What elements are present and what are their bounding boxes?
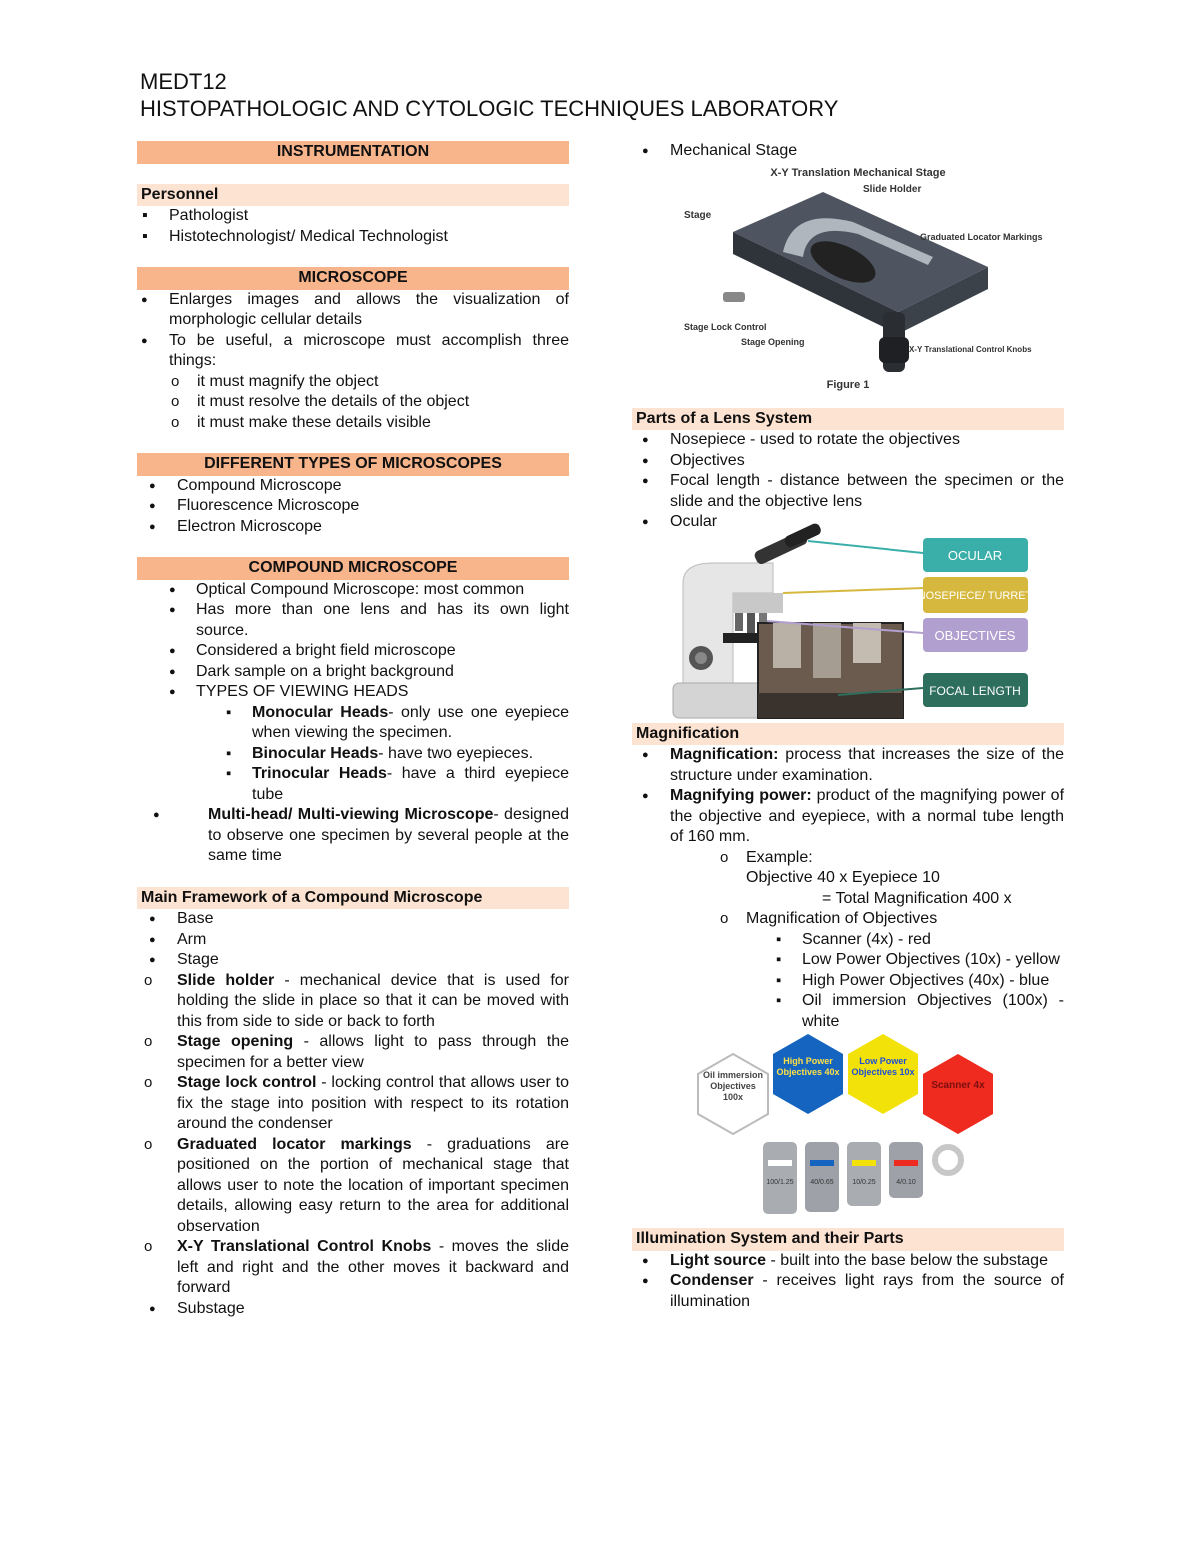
example-label: o Example: bbox=[746, 848, 813, 866]
list-item: ● Focal length - distance between the specimen or the slide and the objective lens bbox=[638, 471, 1064, 512]
desc: - receives light rays from the source of illumination bbox=[670, 1272, 1064, 1310]
label-slide-holder: Slide Holder bbox=[863, 183, 922, 195]
focal-label: FOCAL LENGTH bbox=[929, 683, 1021, 698]
objective-item: ▪ High Power Objectives (40x) - blue bbox=[774, 971, 1064, 992]
list-item: ● Objectives bbox=[638, 451, 1064, 472]
compound-list bbox=[165, 580, 569, 867]
types-list bbox=[137, 476, 569, 538]
lens-system-figure bbox=[663, 533, 1033, 723]
desc: process that increases the size of the structure under examination. bbox=[670, 746, 1064, 784]
nosepiece bbox=[733, 593, 783, 613]
lens-band-red bbox=[894, 1160, 918, 1166]
objectives-label: OBJECTIVES bbox=[934, 627, 1016, 643]
course-code: MEDT12 bbox=[140, 69, 227, 94]
connector-ocular bbox=[808, 541, 923, 553]
label-opening: Stage Opening bbox=[741, 336, 805, 347]
microscope-heading: MICROSCOPE bbox=[137, 267, 569, 290]
list-item-text: Stage bbox=[177, 951, 219, 968]
term: Multi-head/ Multi-viewing Microscope bbox=[208, 806, 494, 823]
label-knobs: X-Y Translational Control Knobs bbox=[909, 344, 1032, 354]
connector-nosepiece bbox=[783, 588, 923, 593]
objective-lenses bbox=[763, 1142, 961, 1214]
personnel-list bbox=[137, 206, 569, 247]
desc: - graduations are positioned on the portion of mechanical stage that allows user to note the location of important specimen details, allowing easy return to the area for additional observation bbox=[177, 1135, 569, 1235]
stage-part-item bbox=[142, 971, 569, 1033]
term: Magnifying power: bbox=[670, 787, 812, 804]
types-heading: DIFFERENT TYPES OF MICROSCOPES bbox=[137, 453, 569, 476]
list-item: ● Base bbox=[145, 909, 569, 930]
lens-mark: 40/0.65 bbox=[810, 1179, 834, 1186]
desc: - have two eyepieces. bbox=[378, 744, 534, 762]
label-lock: Stage Lock Control bbox=[684, 321, 767, 332]
desc: - built into the base below the substage bbox=[766, 1251, 1048, 1269]
compound-heading: COMPOUND MICROSCOPE bbox=[137, 557, 569, 580]
list-item bbox=[638, 786, 1064, 1032]
term: Light source bbox=[670, 1251, 767, 1269]
high-label: High Power Objectives 40x bbox=[776, 1056, 840, 1077]
term: Condenser bbox=[670, 1272, 754, 1289]
lens-high bbox=[805, 1142, 839, 1212]
desc: product of the magnifying power of the objective and eyepiece, with a normal tube length of 160 mm. bbox=[670, 787, 1065, 845]
list-item-text: TYPES OF VIEWING HEADS bbox=[196, 683, 409, 700]
list-item: ▪ Pathologist bbox=[137, 206, 569, 227]
figure-caption: Figure 1 bbox=[826, 378, 870, 391]
list-item: ● Ocular bbox=[638, 512, 1064, 533]
list-item: ● Considered a bright field microscope bbox=[165, 641, 569, 662]
magnification-heading: Magnification bbox=[632, 723, 1064, 746]
list-item: ● Enlarges images and allows the visualization of morphologic cellular details bbox=[137, 290, 569, 331]
left-column bbox=[137, 141, 569, 1319]
illumination-heading: Illumination System and their Parts bbox=[632, 1228, 1064, 1251]
lens-ring bbox=[935, 1147, 961, 1173]
list-item: ● Dark sample on a bright background bbox=[165, 662, 569, 683]
scanner-label-wrap bbox=[926, 1080, 990, 1120]
stage-part-item bbox=[142, 1073, 569, 1135]
list-item bbox=[638, 745, 1064, 786]
list-item bbox=[145, 950, 569, 1299]
closeup-objective bbox=[813, 623, 841, 678]
lens-mark: 100/1.25 bbox=[766, 1179, 794, 1186]
list-item bbox=[149, 805, 569, 867]
lens-mark: 4/0.10 bbox=[896, 1179, 916, 1186]
nosepiece-label: NOSEPIECE/ TURRET bbox=[917, 589, 1033, 602]
lens-scanner bbox=[889, 1142, 923, 1198]
lens-low bbox=[847, 1142, 881, 1206]
objectives-color-figure bbox=[693, 1032, 1003, 1222]
list-item: ▪ Histotechnologist/ Medical Technologist bbox=[137, 227, 569, 248]
lens-list bbox=[632, 430, 1064, 533]
example-line-2: = Total Magnification 400 x bbox=[822, 889, 1012, 907]
term: Binocular Heads bbox=[252, 744, 379, 762]
desc: - only use one eyepiece when viewing the specimen. bbox=[252, 703, 570, 741]
list-item: ● Has more than one lens and has its own light source. bbox=[165, 600, 569, 641]
sub-list-item bbox=[718, 909, 1064, 1032]
list-item: ● Compound Microscope bbox=[145, 476, 569, 497]
objective-lens bbox=[735, 613, 743, 631]
desc: - locking control that allows user to fix the stage into position with respect to its rotation around the condenser bbox=[177, 1074, 569, 1132]
label-graduated: Graduated Locator Markings bbox=[920, 231, 1043, 242]
list-item: ● Mechanical Stage bbox=[638, 141, 1064, 162]
desc: - designed to observe one specimen by several people at the same time bbox=[208, 806, 569, 864]
sub-list-item: o it must make these details visible bbox=[169, 413, 569, 434]
sub-list-item: o it must magnify the object bbox=[169, 372, 569, 393]
term: Trinocular Heads bbox=[252, 765, 387, 782]
right-column bbox=[632, 141, 1064, 1312]
list-item: ● Arm bbox=[145, 930, 569, 951]
objectives-label: Magnification of Objectives bbox=[746, 910, 938, 927]
framework-heading: Main Framework of a Compound Microscope bbox=[137, 887, 569, 910]
stage-part-item bbox=[142, 1032, 569, 1073]
term: Stage opening bbox=[177, 1033, 294, 1050]
list-item bbox=[165, 682, 569, 805]
low-label-wrap bbox=[851, 1056, 915, 1106]
stage-part-item bbox=[142, 1135, 569, 1238]
illumination-list bbox=[632, 1251, 1064, 1313]
oil-label-wrap bbox=[701, 1070, 765, 1120]
page-header bbox=[140, 68, 1100, 122]
desc: - moves the slide left and right and the other moves it backward and forward bbox=[177, 1238, 569, 1296]
instrumentation-heading: INSTRUMENTATION bbox=[137, 141, 569, 164]
list-item-text: To be useful, a microscope must accomplish three things: bbox=[169, 331, 569, 369]
course-title: HISTOPATHOLOGIC AND CYTOLOGIC TECHNIQUES LABORATORY bbox=[140, 96, 839, 121]
sub-list-item bbox=[718, 848, 1064, 910]
framework-list bbox=[137, 909, 569, 1319]
viewing-head-item bbox=[224, 764, 569, 805]
list-item bbox=[638, 1271, 1064, 1312]
sub-list-item: o it must resolve the details of the object bbox=[169, 392, 569, 413]
label-stage: Stage bbox=[684, 209, 712, 221]
viewing-head-item bbox=[224, 744, 569, 765]
objective-lens bbox=[747, 613, 755, 635]
closeup-objective bbox=[773, 623, 801, 668]
mechanical-stage-list bbox=[632, 141, 1064, 162]
microscope-list bbox=[137, 290, 569, 434]
list-item: ● Fluorescence Microscope bbox=[145, 496, 569, 517]
objective-item: ▪ Oil immersion Objectives (100x) - white bbox=[774, 991, 1064, 1032]
objectives-list bbox=[774, 930, 1064, 1033]
lens-mark: 10/0.25 bbox=[852, 1179, 876, 1186]
scanner-label: Scanner 4x bbox=[931, 1080, 985, 1091]
personnel-heading: Personnel bbox=[137, 184, 569, 207]
stage-parts-list bbox=[142, 971, 569, 1299]
mechanical-stage-figure bbox=[683, 162, 1043, 391]
control-knob-base bbox=[879, 337, 909, 363]
figure-title: X-Y Translation Mechanical Stage bbox=[770, 166, 946, 179]
sub-list bbox=[169, 372, 569, 434]
list-item bbox=[137, 331, 569, 434]
fine-knob bbox=[695, 652, 707, 664]
example-line-1: Objective 40 x Eyepiece 10 bbox=[746, 869, 940, 886]
lens-band-yellow bbox=[852, 1160, 876, 1166]
lock-knob bbox=[723, 292, 745, 302]
list-item: ● Electron Microscope bbox=[145, 517, 569, 538]
objective-item: ▪ Low Power Objectives (10x) - yellow bbox=[774, 950, 1064, 971]
lens-band-blue bbox=[810, 1160, 834, 1166]
lens-band-white bbox=[768, 1160, 792, 1166]
lens-oil bbox=[763, 1142, 797, 1214]
closeup-stage bbox=[758, 693, 903, 718]
low-label: Low Power Objectives 10x bbox=[851, 1056, 915, 1077]
lens-heading: Parts of a Lens System bbox=[632, 408, 1064, 431]
magnification-sub-list bbox=[718, 848, 1064, 1033]
ocular-label: OCULAR bbox=[947, 547, 1003, 563]
term: Stage lock control bbox=[177, 1074, 317, 1091]
desc: - mechanical device that is used for holding the slide in place so that it can be moved with this from side to side or back to forth bbox=[177, 971, 569, 1030]
stage-part-item bbox=[142, 1237, 569, 1299]
list-item: ● Substage bbox=[145, 1299, 569, 1320]
term: Slide holder bbox=[177, 971, 275, 989]
term: X-Y Translational Control Knobs bbox=[177, 1238, 432, 1255]
objective-item: ▪ Scanner (4x) - red bbox=[774, 930, 1064, 951]
list-item bbox=[638, 1251, 1064, 1272]
desc: - allows light to pass through the specimen for a better view bbox=[177, 1033, 570, 1071]
high-label-wrap bbox=[776, 1056, 840, 1106]
desc: - have a third eyepiece tube bbox=[252, 765, 570, 803]
term: Magnification: bbox=[670, 746, 779, 763]
magnification-list bbox=[632, 745, 1064, 1032]
list-item: ● Nosepiece - used to rotate the objectives bbox=[638, 430, 1064, 451]
list-item: ● Optical Compound Microscope: most common bbox=[165, 580, 569, 601]
viewing-head-item bbox=[224, 703, 569, 744]
oil-label: Oil immersion Objectives 100x bbox=[702, 1070, 764, 1102]
viewing-heads-list bbox=[224, 703, 569, 806]
term: Monocular Heads bbox=[252, 703, 389, 721]
term: Graduated locator markings bbox=[177, 1135, 412, 1153]
